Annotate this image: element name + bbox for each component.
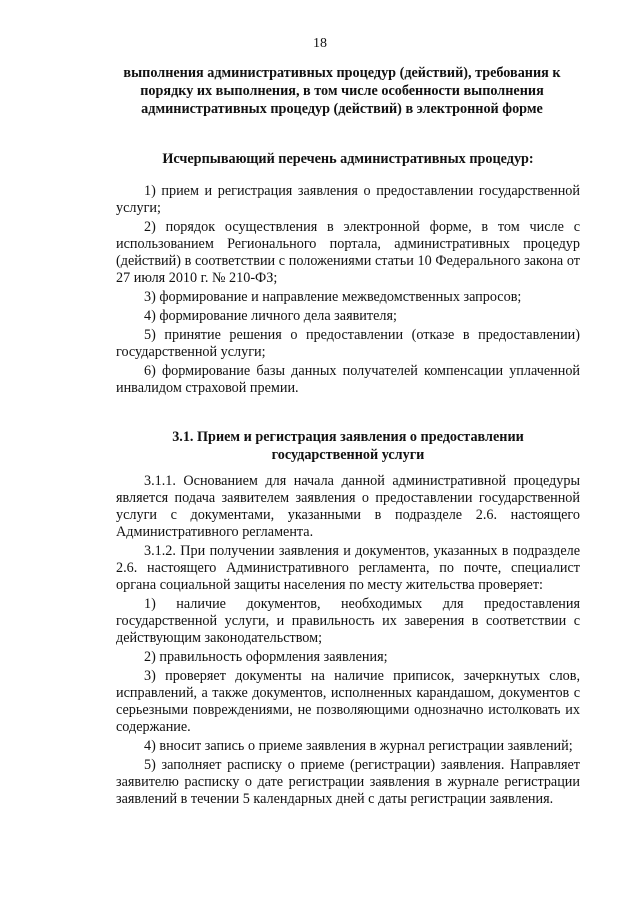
intro-heading-line: порядку их выполнения, в том числе особенности выполнения <box>140 83 544 99</box>
section-heading-line: государственной услуги <box>271 447 425 463</box>
list-item: 3) формирование и направление межведомственных запросов; <box>144 289 522 305</box>
page-number: 18 <box>313 36 327 51</box>
procedures-list <box>116 183 580 399</box>
list-item: 1) прием и регистрация заявления о предоставлении государственной услуги; <box>116 183 580 216</box>
section-paragraph: 3.1.2. При получении заявления и документов, указанных в подразделе 2.6. настоящего Административного регламента, по почте, специалист органа социальной защиты населения по месту жительства проверяет: <box>116 543 580 593</box>
intro-heading <box>104 64 580 118</box>
section-heading-line: 3.1. Прием и регистрация заявления о предоставлении <box>172 429 524 445</box>
section-paragraph: 1) наличие документов, необходимых для предоставления государственной услуги, и правильность их заверения в соответствии с действующим законодательством; <box>116 596 580 646</box>
section-body <box>116 473 580 810</box>
section-paragraph: 3.1.1. Основанием для начала данной административной процедуры является подача заявителем заявления о предоставлении государственной услуги с документами, указанными в подразделе 2.6. настоящего Административного регламента. <box>116 473 580 540</box>
intro-heading-line: выполнения административных процедур (действий), требования к <box>123 65 561 81</box>
section-paragraph: 3) проверяет документы на наличие приписок, зачеркнутых слов, исправлений, а также документов, исполненных карандашом, документов с серьезными повреждениями, не позволяющими однозначно истолковать их содержание. <box>116 668 580 735</box>
procedures-list-heading: Исчерпывающий перечень административных процедур: <box>162 151 534 167</box>
list-item: 6) формирование базы данных получателей компенсации уплаченной инвалидом страховой премии. <box>116 363 580 396</box>
list-item: 4) формирование личного дела заявителя; <box>144 308 397 324</box>
section-heading <box>116 428 580 464</box>
list-item: 2) порядок осуществления в электронной форме, в том числе с использованием Регионального портала, административных процедур (действий) в соответствии с положениями статьи 10 Федерального закона от 27 июля 2010 г. № 210-ФЗ; <box>116 219 580 286</box>
section-paragraph: 4) вносит запись о приеме заявления в журнал регистрации заявлений; <box>144 738 573 754</box>
list-item: 5) принятие решения о предоставлении (отказе в предоставлении) государственной услуги; <box>116 327 580 360</box>
intro-heading-line: административных процедур (действий) в электронной форме <box>141 101 543 117</box>
section-paragraph: 5) заполняет расписку о приеме (регистрации) заявления. Направляет заявителю расписку о дате регистрации заявления в журнале регистрации заявлений в течении 5 календарных дней с даты регистрации заявления. <box>116 757 580 807</box>
section-paragraph: 2) правильность оформления заявления; <box>144 649 388 665</box>
